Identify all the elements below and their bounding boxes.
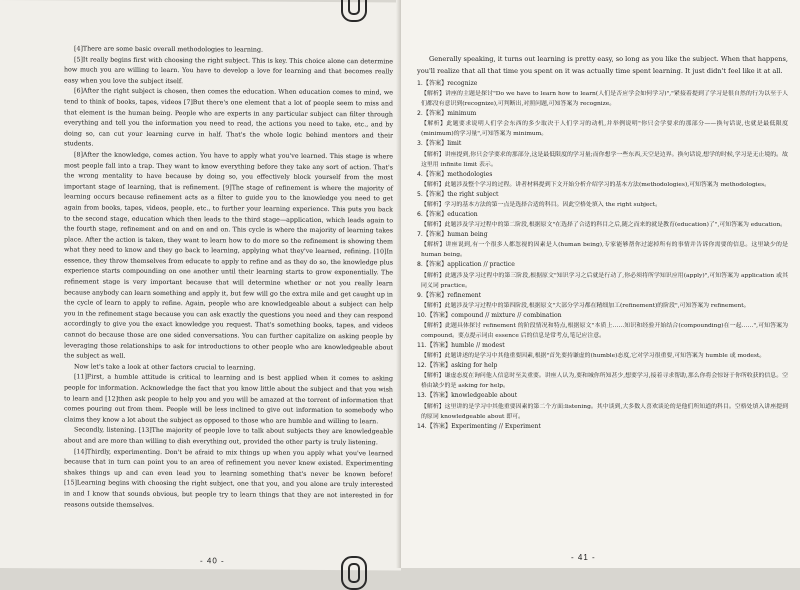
answer-value: refinement <box>447 291 482 299</box>
answer-value: compound // mixture // combination <box>451 311 562 319</box>
answer-tag: 2.【答案】 <box>417 110 448 118</box>
page-number-right: - 41 - <box>571 553 596 562</box>
answer-value: minimum <box>447 110 477 118</box>
answer-tag: 14.【答案】 <box>417 422 452 430</box>
answer-tag: 7.【答案】 <box>417 231 448 239</box>
answer-tag: 3.【答案】 <box>417 140 448 148</box>
answer-tag: 9.【答案】 <box>417 291 448 299</box>
answer-line <box>417 79 788 89</box>
answer-explanation: 【解析】此题涉及学习过程中的第三阶段,根据原文"知识学习之后就是行动了,你必须将所学知识应用(apply)",可知答案为 application 或其同义词 practice。 <box>421 272 788 289</box>
answer-line <box>417 422 788 432</box>
answer-key <box>417 79 788 432</box>
answer-explanation: 【解析】讲座说到,有一个很多人都忽视的因素是人(human being),专家能够帮你过滤掉所有的事情并告诉你需要的信息。这里缺少的是 human being。 <box>421 242 788 259</box>
answer-explanation: 【解析】这里讲的是学习中其他重要因素的第二个方面:listening。其中谈到,大多数人喜欢谈论的是他们所知道的科目。空格处填入讲座提到的原词 knowledgeable about 即可。 <box>421 403 788 420</box>
passage-paragraph-5: [5]It really begins first with choosing the right subject. This is key. This choice alone can determine how much you are willing to learn. You have to develop a love for learning and that becomes really easy when you love the subject itself. <box>64 56 393 85</box>
passage-paragraph-11: [11]First, a humble attitude is critical to learning and is best applied when it comes to asking people for information. Acknowledge the fact that you know little about the subject and that you wish to learn and [12]then ask people to help you and you will be amazed at the torrent of information that comes pouring out from them. People will be less inclined to give out information to somebody who claims they know a lot about the subject as opposed to those who are humble and willing to learn. <box>64 373 393 426</box>
answer-tag: 8.【答案】 <box>417 261 448 269</box>
answer-line <box>417 311 788 321</box>
answer-line <box>417 230 788 240</box>
answer-explanation: 【解析】此题涉及学习过程中的第二阶段,根据原文"在选择了合适的科目之后,随之而来的就是教育(education)了",可知答案为 education。 <box>421 222 787 229</box>
answer-value: limit <box>447 140 462 148</box>
answer-value: methodologies <box>447 170 493 178</box>
answer-tag: 1.【答案】 <box>417 80 448 87</box>
answer-line <box>417 109 788 119</box>
answer-tag: 4.【答案】 <box>417 170 448 178</box>
passage-paragraph-6: [6]After the right subject is chosen, then comes the education. When education comes to mind, we tend to think of books, tapes, videos [7]But there's one element that a lot of people seem to miss and that element is the human being. People who are experts in any particular subject can filter through everything and tell you the information you need to read, the actions you need to take, etc., and by doing so, can cut your learning curve in half. That's the whole logic behind mentors and their students. <box>64 87 393 148</box>
answer-value: knowledgeable about <box>451 392 518 400</box>
answer-line <box>417 210 788 220</box>
page-number-left: - 40 - <box>200 556 225 566</box>
answer-tag: 12.【答案】 <box>417 362 452 370</box>
answer-explanation: 【解析】讲座提到,你只会学要求的那部分,这是最低限度的学习量;而你想学一些东西,天空是边界。换句话说,想学的时候,学习是无止境的。故这里用 infinite limit 表示。 <box>421 151 788 168</box>
answer-value: Experimenting // Experiment <box>451 422 541 430</box>
passage-paragraph-14: [14]Thirdly, experimenting. Don't be afraid to mix things up when you apply what you've learned because that in turn can point you to an area of refinement you never knew existed. Experimenting shakes things up and can even lead you to learning something that's never be known before! [15]Learning begins with choosing the right subject, one that you, and you alone are truly interested in and I know that sounds obvious, but people try to learn things that they are not interested in for reasons outside themselves. <box>64 448 393 509</box>
answer-line <box>417 361 788 371</box>
binder-clip-icon <box>341 0 367 22</box>
answer-explanation: 【解析】此题具体探讨 refinement 的阶段情况和特点,根据原文"本质上……知识和经验开始结合(compounding)在一起……",可知答案为 compound。要点提示词由 essence 后的信息是常考点,笔记应注意。 <box>421 323 788 340</box>
passage-paragraph-13: Secondly, listening. [13]The majority of people love to talk about subjects they are knowledgeable about and are more than willing to dish everything out, provided the other party is truly listening. <box>64 426 393 447</box>
answer-tag: 10.【答案】 <box>417 311 452 319</box>
answer-line <box>417 291 788 301</box>
answer-tag: 11.【答案】 <box>417 342 452 350</box>
answer-explanation: 【解析】此题要求说明人们学会东西的多少取决于人们学习的动机,并举例说明"你只会学要求的那部分——换句话说,也就是最低限度(minimum)的学习量",可知答案为 minimum。 <box>421 121 788 138</box>
answer-value: application // practice <box>447 261 515 269</box>
answer-tag: 13.【答案】 <box>417 392 452 400</box>
answer-value: human being <box>447 231 488 239</box>
answer-line <box>417 139 788 149</box>
answer-explanation: 【解析】此题涉及整个学习的过程。讲者材料提到下文开始分析介绍学习的基本方法(methodologies),可知答案为 methodologies。 <box>421 181 771 188</box>
answer-tag: 5.【答案】 <box>417 190 448 198</box>
answer-explanation: 【解析】学习的基本方法的第一点是选择合适的科目。因此空格处填入 the right subject。 <box>421 202 661 209</box>
answer-explanation: 【解析】讲座的主题是探讨"Do we have to learn how to learn(人们是否应学会如何学习)","紧接着提到了学习是很自然的行为以至于人们都没有意识到(recognize),可判断出,对照问题,可知答案为 recognize。 <box>421 91 788 108</box>
answer-value: recognize <box>447 80 478 87</box>
right-page <box>401 0 800 568</box>
answer-line <box>417 341 788 351</box>
passage-paragraph-factors: Now let's take a look at other factors crucial to learning. <box>74 363 256 372</box>
answer-value: humble // modest <box>451 342 505 350</box>
answer-value: asking for help <box>451 362 498 370</box>
passage-paragraph-4: [4]There are some basic overall methodologies to learning. <box>74 45 263 54</box>
answer-line <box>417 170 788 180</box>
passage-paragraph-8: [8]After the knowledge, comes action. You have to apply what you've learned. This stage is where most people fall into a trap. They want to know everything before they take any sort of action. That's the wrong mentality to have because by doing so, you effectively block yourself from the most important stage of learning, that is refinement. [9]The stage of refinement is where the majority of learning occurs because refinement acts as a filter to guide you to the knowledge you need to get again from books, tapes, videos, people, etc., to further your learning experience. This puts you back to the second stage, education which then leads to the third stage—application, which leads again to the fourth stage, refinement and on and on and on. This cycle is where the majority of learning takes place. After the action is taken, they want to learn how to do more so the refinement is showing them what they need to know and they go back to learning, applying what they've learned, refining. [10]In essence, they throw themselves from educate to apply to refine and as they do so, the knowledge plus experience starts compounding on one another until their learning starts to grow exponentially. The refinement stage is very important because that will determine whether or not you really learn because anybody can learn something and apply it, but few will go the extra mile and get caught up in the cycle of learn to apply to refine. Again, people who are knowledgeable about a subject can help you in the refinement stage because you can ask exactly the questions you need and they can respond accordingly to give you the exact knowledge you request. That's something books, tapes, and videos cannot do because those are one sided conversations. You can further capitalize on asking people by leveraging those relationships to ask for introductions to other people who are knowledgeable about the subject as well. <box>64 151 393 360</box>
answer-value: education <box>447 211 478 219</box>
answer-explanation: 【解析】此题涉及学习过程中的第四阶段,根据原文"大部分学习都在精细加工(refinement)的阶段",可知答案为 refinement。 <box>421 302 750 309</box>
binder-clip-icon <box>341 556 367 590</box>
answer-line <box>417 190 788 200</box>
left-page <box>0 0 401 570</box>
closing-paragraph: Generally speaking, it turns out learning is pretty easy, so long as you like the subject. When that happens, you'll realize that all that time you spent on it was actually time spent learning. It just didn't feel like it at all. <box>417 55 788 75</box>
answer-line <box>417 260 788 270</box>
answer-line <box>417 391 788 401</box>
answer-explanation: 【解析】谦虚态度在询问他人信息时至关重要。讲座人认为,要和城你所知甚少,想要学习,接着寻求帮助,那么你将会惊讶于你所收获的信息。空格由缺少的是 asking for help。 <box>421 373 788 390</box>
answer-tag: 6.【答案】 <box>417 211 448 219</box>
answer-value: the right subject <box>447 190 499 198</box>
answer-explanation: 【解析】此题讲述的是学习中其他重要因素,根据"首先要持谦虚的(humble)态度,它对学习很重要,可知答案为 humble 或 modest。 <box>421 353 766 360</box>
